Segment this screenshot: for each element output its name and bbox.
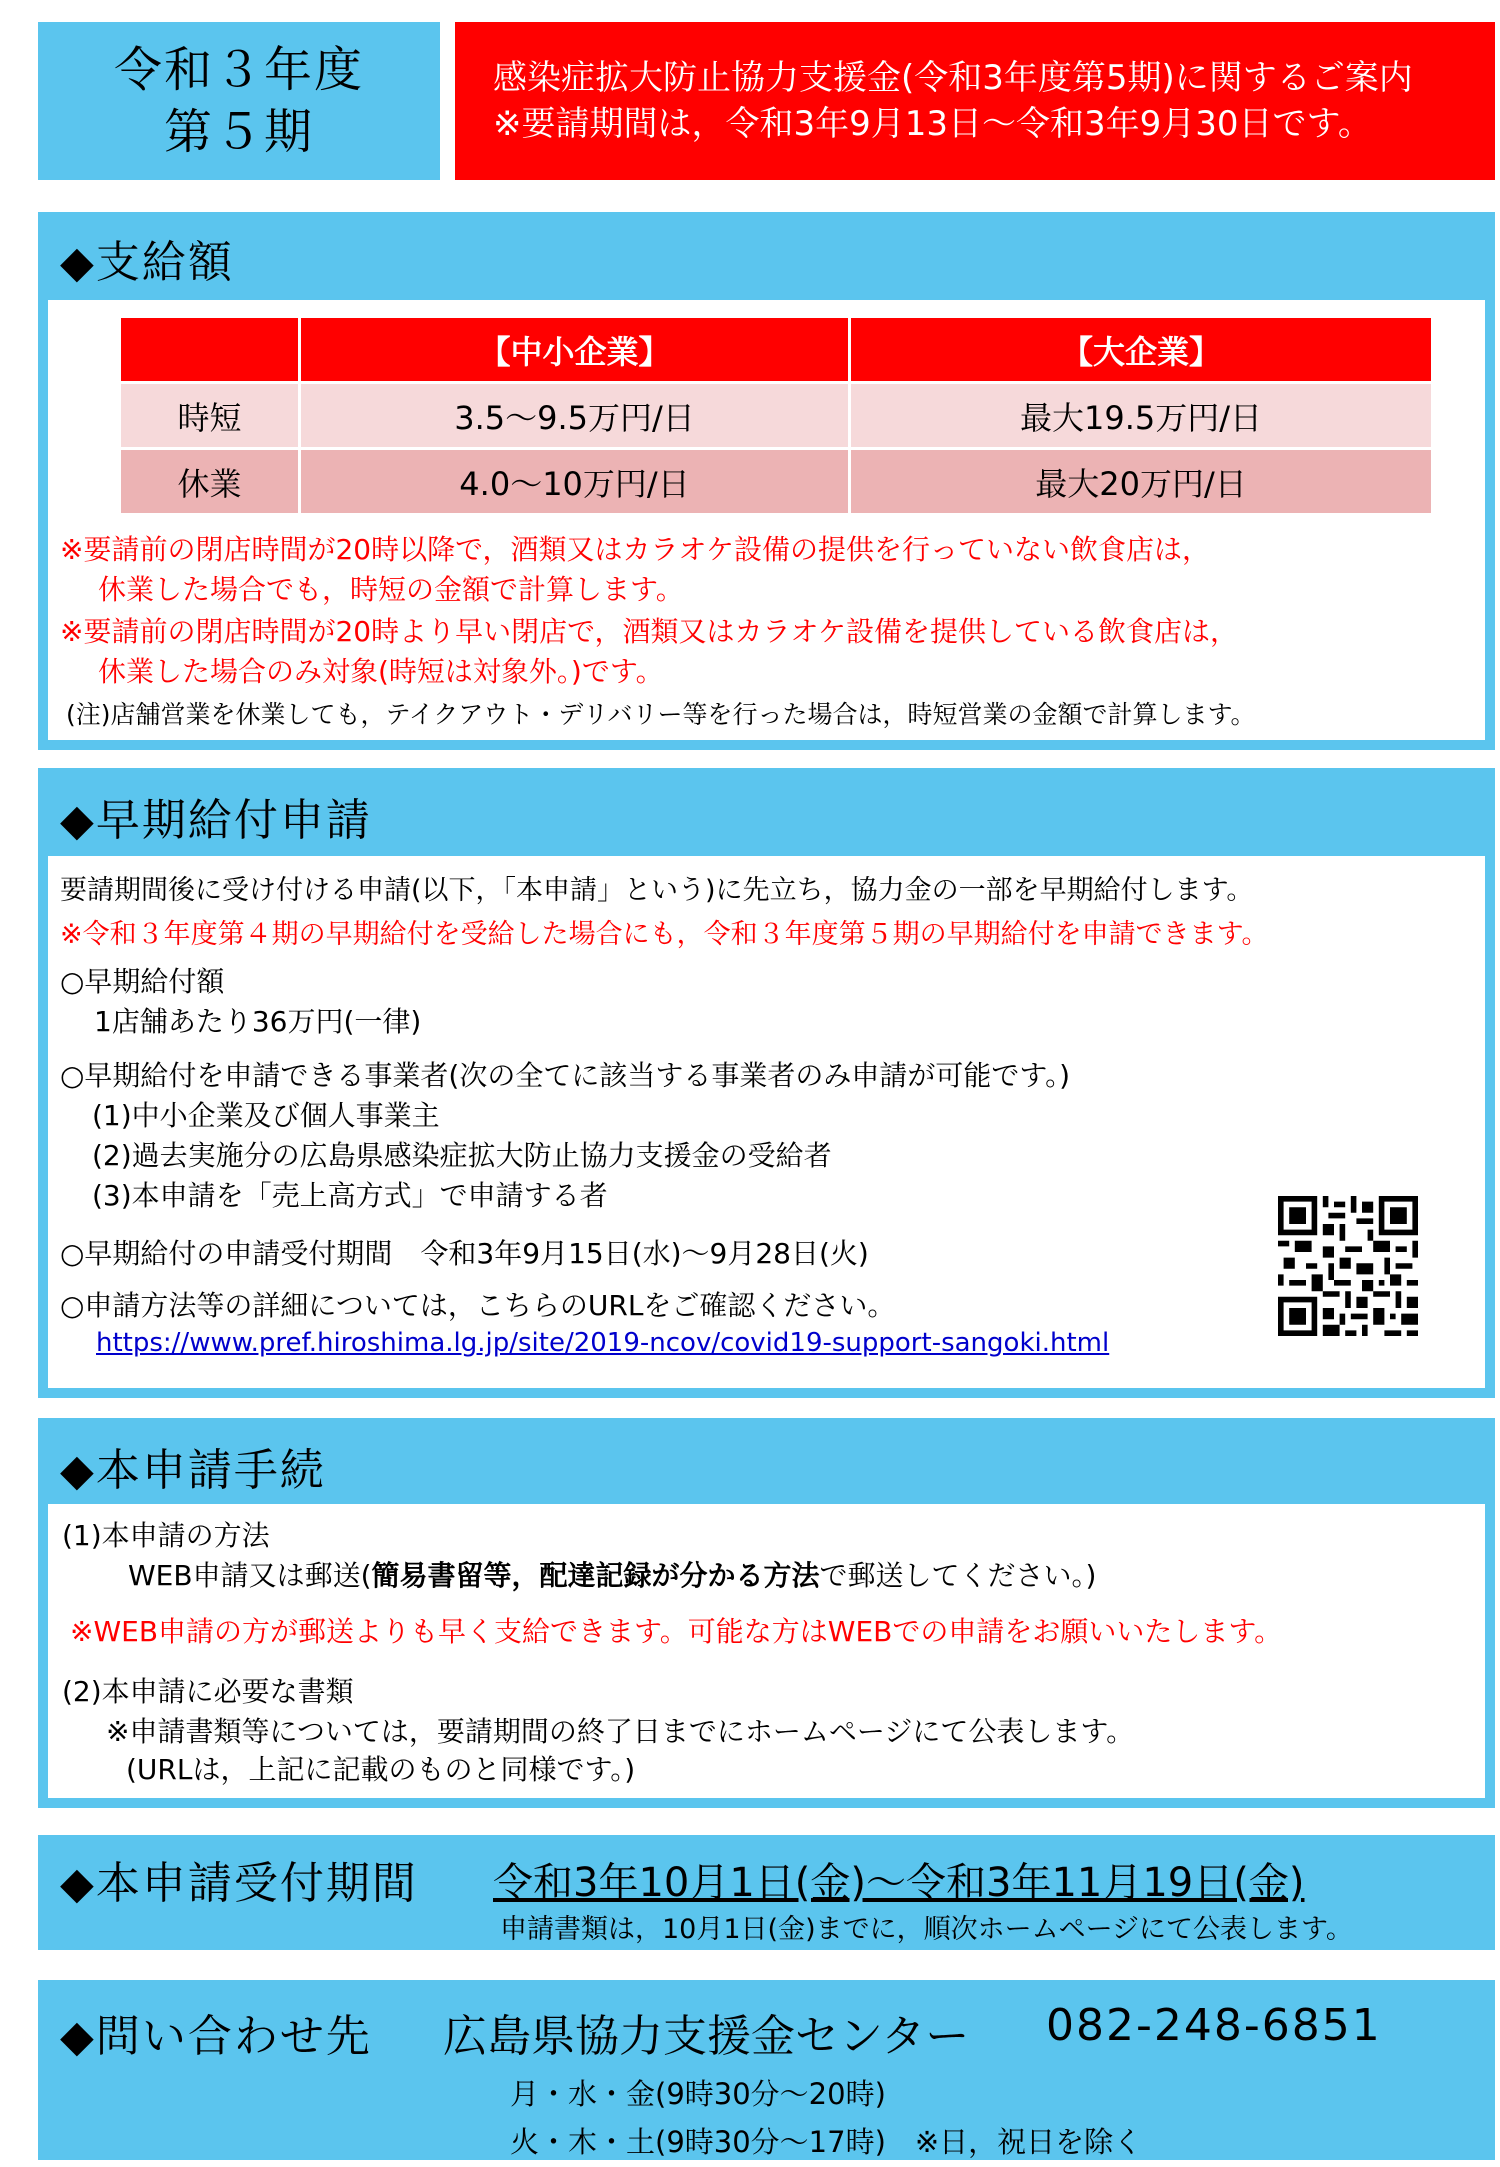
notice-title: 感染症拡大防止協力支援金(令和3年度第5期)に関するご案内 — [493, 58, 1413, 98]
eligible-item: (1)中小企業及び個人事業主 — [92, 1099, 440, 1132]
note-1a: ※要請前の閉店時間が20時以降で，酒類又はカラオケ設備の提供を行っていない飲食店は， — [60, 533, 1210, 566]
table-row — [121, 384, 1431, 447]
method-head: (1)本申請の方法 — [62, 1519, 270, 1552]
eligible-item: (3)本申請を「売上高方式」で申請する者 — [92, 1179, 608, 1212]
row-label: 時短 — [121, 384, 298, 447]
notice-period: ※要請期間は，令和3年9月13日～令和3年9月30日です。 — [493, 104, 1372, 144]
large-amount: 最大19.5万円/日 — [851, 384, 1431, 447]
early-red-note: ※令和３年度第４期の早期給付を受給した場合にも，令和３年度第５期の早期給付を申請できます。 — [60, 919, 1269, 950]
amount-section-title: ◆支給額 — [60, 237, 234, 288]
docs-line-2: (URLは，上記に記載のものと同様です。) — [126, 1753, 636, 1786]
reception-section — [38, 1835, 1495, 1950]
large-amount: 最大20万円/日 — [851, 450, 1431, 513]
note-2a: ※要請前の閉店時間が20時より早い閉店で，酒類又はカラオケ設備を提供している飲食店は， — [60, 615, 1238, 648]
note-2b: 休業した場合のみ対象(時短は対象外。)です。 — [98, 655, 664, 688]
eligible-head: ○早期給付を申請できる事業者(次の全てに該当する事業者のみ申請が可能です。) — [60, 1059, 1071, 1092]
fiscal-period-box — [38, 22, 440, 180]
note-1b: 休業した場合でも，時短の金額で計算します。 — [98, 573, 684, 606]
early-amount-head: ○早期給付額 — [60, 965, 225, 998]
sme-amount: 4.0～10万円/日 — [301, 450, 848, 513]
support-url-link[interactable]: https://www.pref.hiroshima.lg.jp/site/2019-ncov/covid19-support-sangoki.html — [96, 1328, 1110, 1358]
early-amount-value: 1店舗あたり36万円(一律) — [94, 1005, 422, 1038]
amount-table — [118, 315, 1434, 516]
amount-section — [38, 212, 1495, 750]
main-application-section — [38, 1418, 1495, 1808]
early-method: ○申請方法等の詳細については，こちらのURLをご確認ください。 — [60, 1289, 896, 1322]
early-intro: 要請期間後に受け付ける申請(以下，「本申請」という)に先立ち，協力金の一部を早期給付します。 — [60, 875, 1254, 906]
docs-line-1: ※申請書類等については，要請期間の終了日までにホームページにて公表します。 — [106, 1715, 1135, 1748]
note-3: (注)店舗営業を休業しても，テイクアウト・デリバリー等を行った場合は，時短営業の金額で計算します。 — [66, 700, 1256, 729]
method-pre: WEB申請又は郵送( — [128, 1559, 372, 1592]
qr-code-icon[interactable] — [1278, 1196, 1418, 1336]
contact-center: 広島県協力支援金センター — [443, 2011, 970, 2062]
contact-hours-1: 月・水・金(9時30分～20時) — [510, 2077, 886, 2111]
contact-title: ◆問い合わせ先 — [60, 2011, 372, 2062]
fiscal-year-label: 令和３年度 — [113, 42, 364, 98]
early-period: ○早期給付の申請受付期間 令和3年9月15日(水)～9月28日(火) — [60, 1237, 869, 1270]
sme-amount: 3.5～9.5万円/日 — [301, 384, 848, 447]
reception-title: ◆本申請受付期間 — [60, 1858, 418, 1909]
reception-period: 令和3年10月1日(金)～令和3年11月19日(金) — [493, 1860, 1305, 1906]
early-section-body — [48, 856, 1485, 1388]
method-bold: 簡易書留等，配達記録が分かる方法 — [371, 1559, 820, 1592]
eligible-item: (2)過去実施分の広島県感染症拡大防止協力支援金の受給者 — [92, 1139, 832, 1172]
docs-head: (2)本申請に必要な書類 — [62, 1675, 354, 1708]
web-apply-note: ※WEB申請の方が郵送よりも早く支給できます。可能な方はWEBでの申請をお願いいたします。 — [70, 1615, 1283, 1648]
header-sme: 【中小企業】 — [301, 318, 848, 381]
amount-table-header — [121, 318, 1431, 381]
header-large: 【大企業】 — [851, 318, 1431, 381]
early-payment-section — [38, 768, 1495, 1398]
method-post: で郵送してください。) — [819, 1559, 1097, 1592]
notice-banner — [455, 22, 1495, 180]
row-label: 休業 — [121, 450, 298, 513]
early-section-title: ◆早期給付申請 — [60, 795, 372, 846]
reception-sub: 申請書類は，10月1日(金)までに，順次ホームページにて公表します。 — [500, 1914, 1353, 1945]
contact-section — [38, 1980, 1495, 2160]
contact-hours-2: 火・木・土(9時30分～17時) ※日，祝日を除く — [510, 2125, 1143, 2159]
main-app-body — [48, 1504, 1485, 1798]
contact-phone: 082-248-6851 — [1046, 2000, 1382, 2051]
method-detail — [128, 1554, 1096, 1594]
period-label: 第５期 — [163, 104, 314, 160]
header-blank-cell — [121, 318, 298, 381]
amount-section-body — [48, 300, 1485, 740]
table-row — [121, 450, 1431, 513]
main-app-title: ◆本申請手続 — [60, 1445, 326, 1496]
